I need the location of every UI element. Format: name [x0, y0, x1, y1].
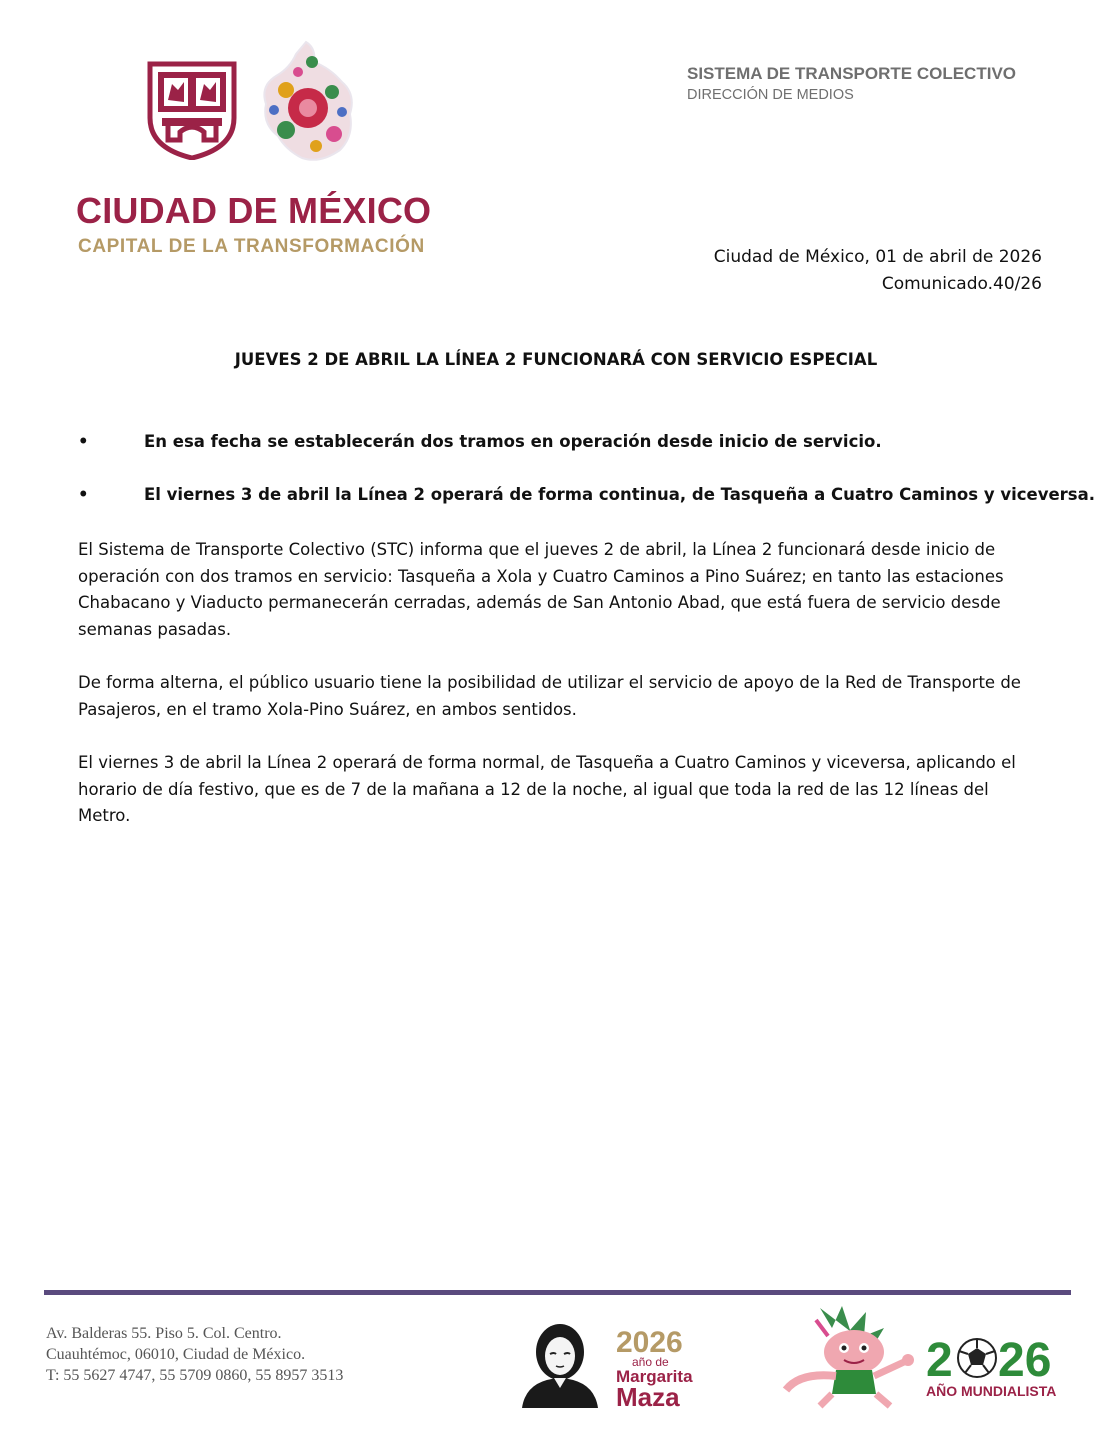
bullet-text: El viernes 3 de abril la Línea 2 operará de forma continua, de Tasqueña a Cuatro Caminos y viceversa. [144, 485, 1096, 504]
soccer-ball-icon [958, 1339, 996, 1377]
mundial-year-prefix: 2 [926, 1334, 953, 1387]
organization-name: SISTEMA DE TRANSPORTE COLECTIVO [687, 64, 1017, 83]
brand-title: CIUDAD DE MÉXICO [76, 190, 432, 231]
bullet-text: En esa fecha se establecerán dos tramos en operación desde inicio de servicio. [144, 432, 882, 451]
margarita-year: 2026 [616, 1326, 683, 1359]
bullet-symbol: • [78, 432, 89, 451]
margarita-maza-logo [516, 1318, 700, 1408]
list-item [78, 485, 1096, 509]
organization-department: DIRECCIÓN DE MEDIOS [687, 87, 854, 103]
release-number: Comunicado.40/26 [881, 274, 1042, 294]
dateline [714, 244, 1042, 298]
axolotl-mascot-icon [786, 1306, 914, 1406]
body-paragraph: De forma alterna, el público usuario tiene la posibilidad de utilizar el servicio de apoyo de la Red de Transporte de Pasajeros, en el tramo Xola-Pino Suárez, en ambos sentidos. [78, 673, 1021, 719]
address-line: T: 55 5627 4747, 55 5709 0860, 55 8957 3513 [46, 1367, 344, 1384]
list-item [78, 432, 1048, 456]
ano-mundialista-logo [780, 1302, 1076, 1412]
body-paragraph: El viernes 3 de abril la Línea 2 operará de forma normal, de Tasqueña a Cuatro Caminos y viceversa, aplicando el horario de día festivo, que es de 7 de la mañana a 12 de la noche, al igual que toda la red de las 12 líneas del Metro. [78, 753, 1016, 826]
brand-subtitle: CAPITAL DE LA TRANSFORMACIÓN [78, 236, 425, 257]
cdmx-map-floral-icon [256, 38, 360, 168]
footer-divider [44, 1290, 1071, 1295]
cdmx-coat-of-arms-icon [146, 60, 238, 160]
margarita-line1: año de [632, 1355, 669, 1369]
mundial-year-suffix: 26 [998, 1334, 1052, 1387]
bullet-symbol: • [78, 485, 89, 504]
body-paragraph: El Sistema de Transporte Colectivo (STC) informa que el jueves 2 de abril, la Línea 2 funcionará desde inicio de operación con dos tramos en servicio: Tasqueña a Xola y Cuatro Caminos a Pino Suárez; en tanto las estaciones Chabacano y Viaducto permanecerán cerradas, además de San Antonio Abad, que está fuera de servicio desde semanas pasadas. [78, 540, 1004, 640]
address-line: Av. Balderas 55. Piso 5. Col. Centro. [46, 1325, 282, 1342]
press-release-headline: JUEVES 2 DE ABRIL LA LÍNEA 2 FUNCIONARÁ CON SERVICIO ESPECIAL [234, 350, 878, 369]
margarita-line3: Maza [616, 1382, 680, 1408]
footer-address [46, 1323, 343, 1386]
margarita-maza-portrait-icon [522, 1324, 598, 1408]
place-date: Ciudad de México, 01 de abril de 2026 [713, 247, 1042, 267]
address-line: Cuauhtémoc, 06010, Ciudad de México. [46, 1346, 306, 1363]
margarita-line2: Margarita [616, 1367, 693, 1386]
mundial-caption: AÑO MUNDIALISTA [926, 1383, 1057, 1399]
